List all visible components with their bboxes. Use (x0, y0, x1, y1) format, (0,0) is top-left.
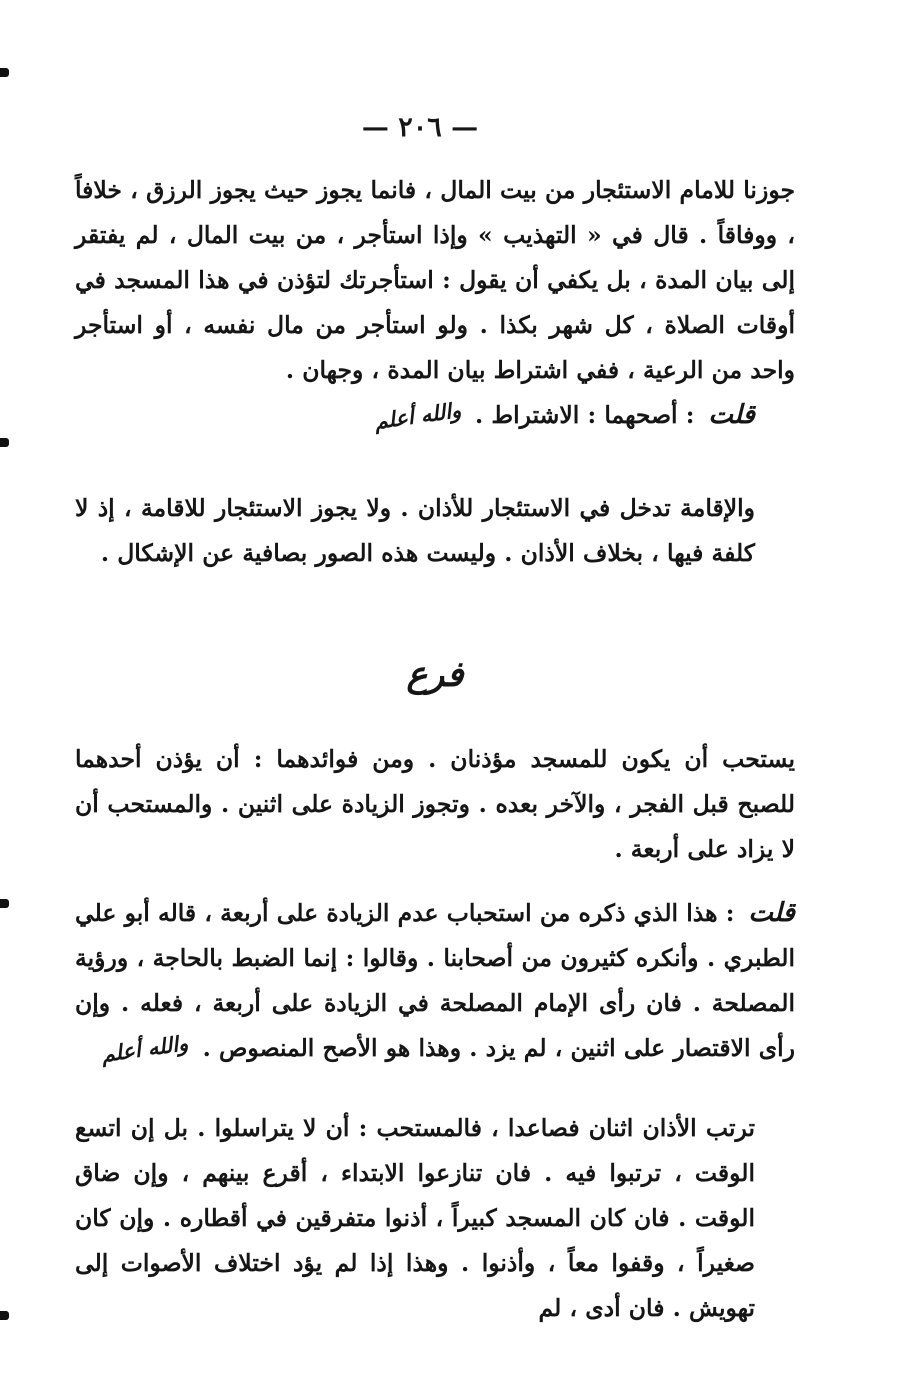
paragraph-1-text: جوزنا للامام الاستئجار من بيت المال ، فانما يجوز حيث يجوز الرزق ، خلافاً ، ووفاقاً . قال في « التهذيب » وإذا استأجر ، من بيت المال ، لم يفتقر إلى بيان المدة ، بل يكفي أن يقول : استأجرتك لتؤذن في هذا المسجد في أوقات الصلاة ، كل شهر بكذا . ولو استأجر من مال نفسه ، أو استأجر واحد من الرعية ، ففي اشتراط بيان المدة ، وجهان . (75, 176, 795, 384)
qult-label: قلت (708, 400, 755, 430)
qult-1-text: : أصحهما : الاشتراط . (474, 401, 695, 429)
edge-mark (0, 1311, 9, 1320)
qult-2 (75, 891, 795, 1071)
section-heading: فرع (406, 654, 464, 695)
paragraph-3 (75, 737, 795, 872)
qult-2-text: : هذا الذي ذكره من استحباب عدم الزيادة على أربعة ، قاله أبو علي الطبري . وأنكره كثيرون من أصحابنا . وقالوا : إنما الضبط بالحاجة ، ورؤية المصلحة . فان رأى الإمام المصلحة في الزيادة على أربعة ، فعله . وإن رأى الاقتصار على اثنين ، لم يزد . وهذا هو الأصح المنصوص . (75, 899, 795, 1062)
page-number: — ٢٠٦ — (361, 112, 479, 143)
edge-mark (0, 899, 9, 908)
allahu-alam-signature: والله أعلم (372, 397, 463, 434)
paragraph-4-text: ترتب الأذان اثنان فصاعدا ، فالمستحب : أن لا يتراسلوا . بل إن اتسع الوقت ، ترتبوا فيه . فان تنازعوا الابتداء ، أقرع بينهم ، وإن ضاق الوقت . فان كان المسجد كبيراً ، أذنوا متفرقين في أقطاره . وإن كان صغيراً ، وقفوا معاً ، وأذنوا . وهذا إذا لم يؤد اختلاف الأصوات إلى تهويش . فان أدى ، لم (75, 1114, 755, 1322)
paragraph-3-text: يستحب أن يكون للمسجد مؤذنان . ومن فوائدهما : أن يؤذن أحدهما للصبح قبل الفجر ، والآخر بعده . وتجوز الزيادة على اثنين . والمستحب أن لا يزاد على أربعة . (75, 745, 795, 863)
qult-label: قلت (748, 898, 795, 928)
edge-mark (0, 438, 9, 447)
paragraph-1 (75, 168, 795, 438)
paragraph-2 (75, 486, 795, 576)
allahu-alam-signature: والله أعلم (99, 1030, 190, 1067)
paragraph-4 (75, 1106, 795, 1331)
paragraph-2-text: والإقامة تدخل في الاستئجار للأذان . ولا يجوز الاستئجار للاقامة ، إذ لا كلفة فيها ، بخلاف الأذان . وليست هذه الصور بصافية عن الإشكال . (75, 494, 755, 567)
edge-mark (0, 68, 9, 77)
qult-1 (75, 393, 795, 438)
